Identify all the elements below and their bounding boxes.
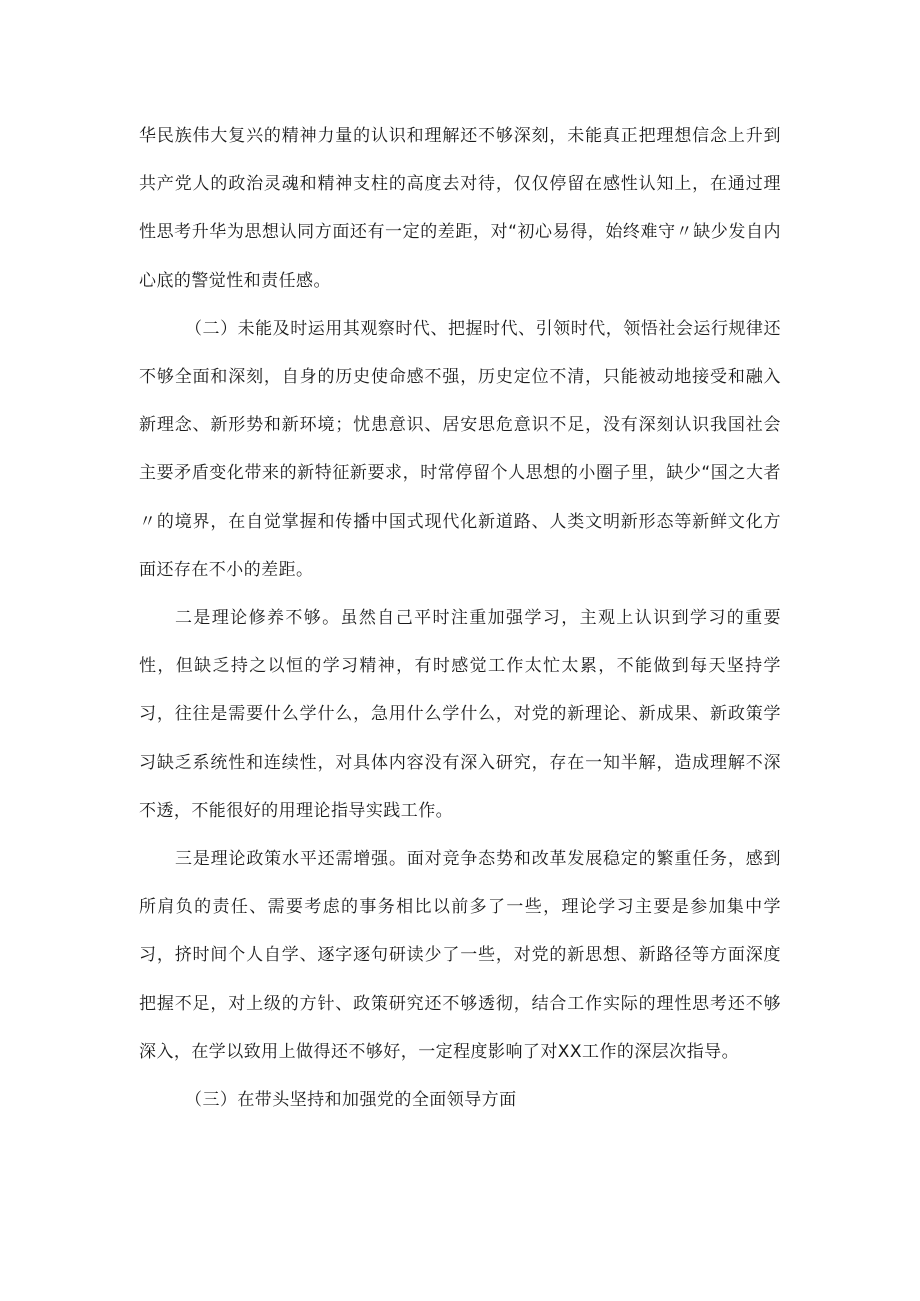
paragraph-point-three: 三是理论政策水平还需增强。面对竞争态势和改革发展稳定的繁重任务，感到所肩负的责任、需要考虑的事务相比以前多了一些，理论学习主要是参加集中学习，挤时间个人自学、逐字逐句研读少了一些，对党的新思想、新路径等方面深度把握不足，对上级的方针、政策研究还不够透彻，结合工作实际的理性思考还不够深入，在学以致用上做得还不够好，一定程度影响了对XX工作的深层次指导。 [139,849,781,1062]
paragraph-section-two: （二）未能及时运用其观察时代、把握时代、引领时代，领悟社会运行规律还不够全面和深刻，自身的历史使命感不强，历史定位不清，只能被动地接受和融入新理念、新形势和新环境；忧患意识、居安思危意识不足，没有深刻认识我国社会主要矛盾变化带来的新特征新要求，时常停留个人思想的小圈子里，缺少“国之大者〃的境界，在自觉掌握和传播中国式现代化新道路、人类文明新形态等新鲜文化方面还存在不小的差距。 [139,318,781,580]
paragraph-point-two: 二是理论修养不够。虽然自己平时注重加强学习，主观上认识到学习的重要性，但缺乏持之以恒的学习精神，有时感觉工作太忙太累，不能做到每天坚持学习，往往是需要什么学什么，急用什么学什么，对党的新理论、新成果、新政策学习缺乏系统性和连续性，对具体内容没有深入研究，存在一知半解，造成理解不深不透，不能很好的用理论指导实践工作。 [139,608,781,821]
section-heading-three: （三）在带头坚持和加强党的全面领导方面 [185,1090,517,1111]
document-body [139,112,781,1124]
paragraph-continuation: 华民族伟大复兴的精神力量的认识和理解还不够深刻，未能真正把理想信念上升到共产党人的政治灵魂和精神支柱的高度去对待，仅仅停留在感性认知上，在通过理性思考升华为思想认同方面还有一定的差距，对“初心易得，始终难守〃缺少发自内心底的警觉性和责任感。 [139,126,781,291]
